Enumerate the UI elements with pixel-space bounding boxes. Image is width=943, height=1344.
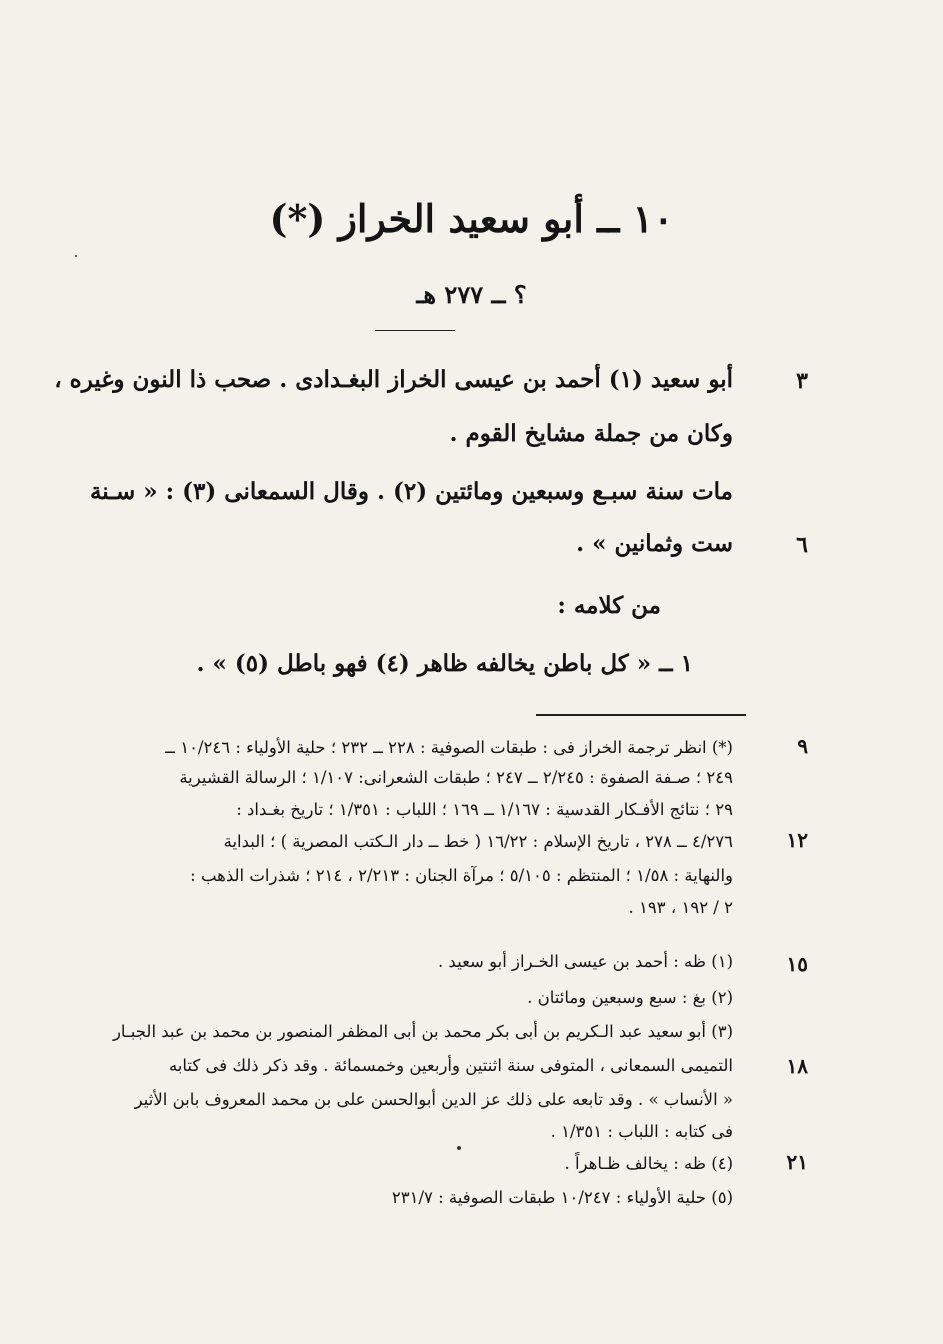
line-number: ١٢ xyxy=(786,828,808,852)
footnote-line: ٢ / ١٩٢ ، ١٩٣ . xyxy=(628,898,733,917)
footnote-line: ٢٤٩ ؛ صـفة الصفوة : ٢/٢٤٥ ــ ٢٤٧ ؛ طبقات الشعرانى: ١/١٠٧ ؛ الرسالة القشيرية xyxy=(179,768,733,787)
line-number: ٦ xyxy=(796,532,808,558)
footnote-line: ٢٩ ؛ نتائج الأفـكار القدسية : ١/١٦٧ ــ ١٦٩ ؛ اللباب : ١/٣٥١ ؛ تاريخ بغـداد : xyxy=(236,800,733,819)
title-divider xyxy=(375,330,455,331)
footnote-line: (١) ظه : أحمد بن عيسى الخـراز أبو سعيد . xyxy=(437,952,733,971)
body-line: أبو سعيد (١) أحمد بن عيسى الخراز البغـدادى . صحب ذا النون وغيره ، xyxy=(54,366,733,393)
body-line: وكان من جملة مشايخ القوم . xyxy=(449,420,733,447)
entry-dates: ؟ ــ ٢٧٧ هـ xyxy=(416,280,527,309)
footnote-line: (٣) أبو سعيد عبد الـكريم بن أبى بكر محمد بن أبى المظفر المنصور بن محمد بن عبد الجبـار xyxy=(112,1022,733,1041)
footnote-line: (٥) حلية الأولياء : ١٠/٢٤٧ طبقات الصوفية : ٢٣١/٧ xyxy=(391,1188,733,1207)
line-number: ١٥ xyxy=(786,952,808,976)
body-line: مات سنة سبـع وسبعين ومائتين (٢) . وقال السمعانى (٣) : « سـنة xyxy=(89,478,733,505)
footnote-line: فى كتابه : اللباب : ١/٣٥١ . xyxy=(550,1122,733,1141)
body-line: ست وثمانين » . xyxy=(576,530,733,557)
saying-item: ١ ــ « كل باطن يخالفه ظاهر (٤) فهو باطل (٥) » . xyxy=(196,650,693,677)
line-number: ١٨ xyxy=(786,1054,808,1078)
footnote-divider xyxy=(536,714,746,716)
line-number: ٩ xyxy=(797,734,808,758)
entry-title: ١٠ ــ أبو سعيد الخراز (*) xyxy=(269,196,674,241)
footnote-line: ٤/٢٧٦ ــ ٢٧٨ ، تاريخ الإسلام : ١٦/٢٢ ( خط ــ دار الـكتب المصرية ) ؛ البداية xyxy=(223,832,733,851)
footnote-line: والنهاية : ١/٥٨ ؛ المنتظم : ٥/١٠٥ ؛ مرآة الجنان : ٢/٢١٣ ، ٢١٤ ؛ شذرات الذهب : xyxy=(190,866,733,885)
footnote-line: (٢) بغ : سبع وسبعين ومائتان . xyxy=(527,988,733,1007)
footnote-line: « الأنساب » . وقد تابعه على ذلك عز الدين أبوالحسن على بن محمد المعروف بابن الأثير xyxy=(134,1090,733,1109)
scan-speck xyxy=(457,1146,461,1150)
body-heading: من كلامه : xyxy=(557,592,661,619)
line-number: ٢١ xyxy=(786,1150,808,1174)
line-number: ٣ xyxy=(796,368,808,394)
scan-speck xyxy=(75,255,77,257)
footnote-line: (*) انظر ترجمة الخراز فى : طبقات الصوفية : ٢٢٨ ــ ٢٣٢ ؛ حلية الأولياء : ١٠/٢٤٦ ــ xyxy=(165,738,733,757)
footnote-line: (٤) ظه : يخالف ظـاهراً . xyxy=(564,1154,733,1173)
footnote-line: التميمى السمعانى ، المتوفى سنة اثنتين وأربعين وخمسمائة . وقد ذكر ذلك فى كتابه xyxy=(168,1056,733,1075)
